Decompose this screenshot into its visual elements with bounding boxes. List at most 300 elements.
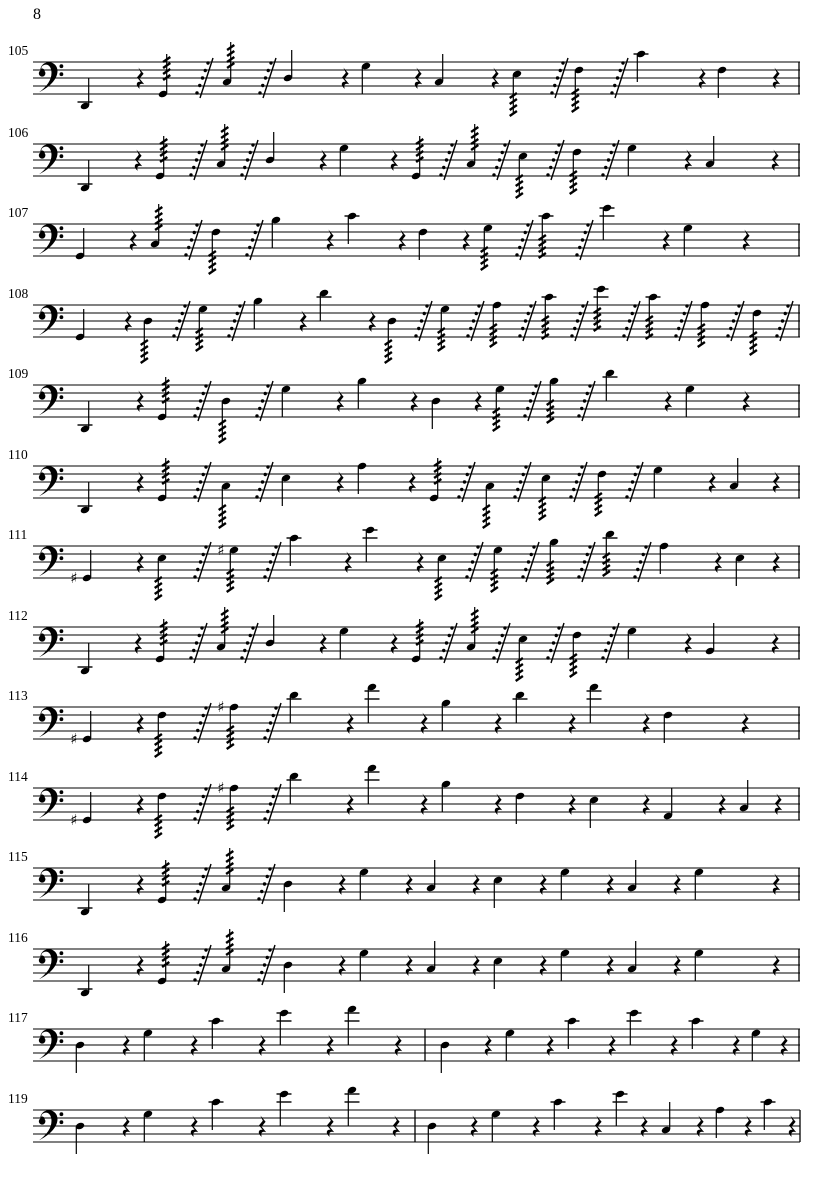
- buzz-dot: [621, 61, 624, 64]
- measure-number: 110: [8, 447, 28, 462]
- buzz-dot: [257, 897, 260, 900]
- buzz-dot: [549, 649, 552, 652]
- bass-clef-body: [39, 224, 58, 254]
- buzz-dot: [189, 173, 192, 176]
- buzz-dot: [570, 334, 573, 337]
- buzz-dot: [448, 151, 451, 154]
- buzz-dot: [193, 231, 196, 234]
- buzz-dot: [196, 488, 199, 491]
- buzz-dot: [274, 787, 277, 790]
- system-115: [8, 848, 800, 916]
- buzz-dot: [580, 465, 583, 468]
- buzz-dot: [524, 231, 527, 234]
- buzz-dot: [552, 158, 555, 161]
- buzz-dot: [518, 246, 521, 249]
- buzz-dot: [240, 173, 243, 176]
- buzz-dot: [258, 407, 261, 410]
- buzz-dot: [498, 158, 501, 161]
- sharp-icon: ♯: [217, 541, 225, 559]
- system-114: [8, 764, 800, 838]
- buzz-dot: [246, 641, 249, 644]
- buzz-dot: [588, 545, 591, 548]
- buzz-dot: [588, 384, 591, 387]
- buzz-dot: [268, 867, 271, 870]
- buzz-dot: [274, 545, 277, 548]
- buzz-dot: [501, 151, 504, 154]
- buzz-dot: [178, 319, 181, 322]
- buzz-dot: [192, 166, 195, 169]
- buzz-dot: [193, 575, 196, 578]
- bass-clef-icon: [39, 1029, 63, 1059]
- bass-clef-body: [39, 1110, 58, 1140]
- bass-clef-dot: [60, 476, 64, 480]
- buzz-dot: [639, 560, 642, 563]
- bass-clef-body: [39, 466, 58, 496]
- buzz-dot: [527, 560, 530, 563]
- buzz-dot: [266, 810, 269, 813]
- buzz-dot: [272, 714, 275, 717]
- buzz-dot: [204, 867, 207, 870]
- buzz-dot: [524, 319, 527, 322]
- bass-clef-icon: [39, 466, 63, 496]
- buzz-dot: [784, 312, 787, 315]
- bass-clef-dot: [60, 307, 64, 311]
- buzz-dot: [580, 568, 583, 571]
- buzz-dot: [198, 84, 201, 87]
- buzz-dot: [569, 495, 572, 498]
- system-105: [8, 42, 800, 116]
- buzz-dot: [633, 304, 636, 307]
- buzz-dot: [251, 626, 254, 629]
- bass-clef-dot: [60, 468, 64, 472]
- buzz-dot: [227, 334, 230, 337]
- buzz-dot: [553, 84, 556, 87]
- system-107: [8, 204, 800, 274]
- bass-clef-dot: [60, 548, 64, 552]
- buzz-dot: [258, 91, 261, 94]
- bass-clef-icon: [39, 62, 63, 92]
- buzz-dot: [269, 560, 272, 563]
- buzz-dot: [175, 327, 178, 330]
- bass-clef-dot: [60, 556, 64, 560]
- bass-clef-dot: [60, 72, 64, 76]
- bass-clef-dot: [60, 395, 64, 399]
- measure-number: 114: [8, 769, 28, 784]
- buzz-dot: [519, 480, 522, 483]
- buzz-dot: [575, 253, 578, 256]
- buzz-dot: [199, 399, 202, 402]
- buzz-dot: [628, 319, 631, 322]
- buzz-dot: [586, 392, 589, 395]
- buzz-dot: [201, 76, 204, 79]
- buzz-dot: [683, 312, 686, 315]
- buzz-dot: [583, 399, 586, 402]
- bass-clef-body: [39, 868, 58, 898]
- measure-number: 117: [8, 1010, 28, 1025]
- buzz-dot: [781, 319, 784, 322]
- buzz-dot: [575, 480, 578, 483]
- buzz-dot: [476, 545, 479, 548]
- buzz-dot: [258, 488, 261, 491]
- buzz-dot: [552, 641, 555, 644]
- system-113: [8, 683, 800, 757]
- page-number: 8: [33, 6, 41, 23]
- bass-clef-body: [39, 305, 58, 335]
- buzz-dot: [501, 634, 504, 637]
- measure-number: 116: [8, 930, 28, 945]
- buzz-dot: [193, 978, 196, 981]
- buzz-dot: [492, 656, 495, 659]
- buzz-dot: [616, 76, 619, 79]
- buzz-dot: [522, 473, 525, 476]
- buzz-dot: [195, 91, 198, 94]
- bass-clef-icon: [39, 627, 63, 657]
- system-117: [8, 1005, 800, 1073]
- buzz-dot: [254, 231, 257, 234]
- buzz-dot: [580, 407, 583, 410]
- buzz-dot: [196, 407, 199, 410]
- buzz-dot: [181, 312, 184, 315]
- buzz-dot: [202, 473, 205, 476]
- system-111: [8, 526, 800, 600]
- measure-number: 115: [8, 849, 28, 864]
- system-116: [8, 929, 800, 997]
- buzz-dot: [195, 223, 198, 226]
- buzz-dot: [192, 649, 195, 652]
- buzz-dot: [631, 312, 634, 315]
- buzz-dot: [581, 238, 584, 241]
- buzz-dot: [196, 890, 199, 893]
- buzz-dot: [266, 384, 269, 387]
- buzz-dot: [474, 553, 477, 556]
- buzz-dot: [199, 721, 202, 724]
- buzz-dot: [586, 553, 589, 556]
- buzz-dot: [439, 656, 442, 659]
- buzz-dot: [243, 649, 246, 652]
- buzz-dot: [199, 882, 202, 885]
- buzz-dot: [442, 166, 445, 169]
- bass-clef-dot: [60, 387, 64, 391]
- buzz-dot: [515, 253, 518, 256]
- buzz-dot: [196, 568, 199, 571]
- buzz-dot: [530, 553, 533, 556]
- buzz-dot: [534, 384, 537, 387]
- buzz-dot: [263, 736, 266, 739]
- buzz-dot: [529, 399, 532, 402]
- buzz-dot: [475, 312, 478, 315]
- buzz-dot: [576, 319, 579, 322]
- buzz-dot: [198, 151, 201, 154]
- buzz-dot: [172, 334, 175, 337]
- buzz-dot: [263, 575, 266, 578]
- buzz-dot: [202, 875, 205, 878]
- buzz-dot: [628, 488, 631, 491]
- bass-clef-icon: [39, 546, 63, 576]
- buzz-dot: [184, 253, 187, 256]
- buzz-dot: [233, 319, 236, 322]
- bass-clef-dot: [60, 146, 64, 150]
- buzz-dot: [735, 312, 738, 315]
- sharp-icon: ♯: [70, 811, 78, 829]
- measure-number: 112: [8, 608, 28, 623]
- sharp-icon: ♯: [70, 569, 78, 587]
- buzz-dot: [527, 312, 530, 315]
- bass-clef-body: [39, 788, 58, 818]
- buzz-dot: [240, 656, 243, 659]
- buzz-dot: [463, 480, 466, 483]
- measure-number: 109: [8, 366, 29, 381]
- bass-clef-body: [39, 385, 58, 415]
- bass-clef-body: [39, 144, 58, 174]
- buzz-dot: [204, 69, 207, 72]
- buzz-dot: [572, 488, 575, 491]
- buzz-dot: [607, 158, 610, 161]
- bass-clef-dot: [60, 878, 64, 882]
- buzz-dot: [190, 238, 193, 241]
- buzz-dot: [204, 787, 207, 790]
- buzz-dot: [255, 414, 258, 417]
- buzz-dot: [469, 327, 472, 330]
- buzz-dot: [778, 327, 781, 330]
- buzz-dot: [246, 158, 249, 161]
- buzz-dot: [577, 575, 580, 578]
- bass-clef-icon: [39, 788, 63, 818]
- buzz-dot: [238, 304, 241, 307]
- system-112: [8, 607, 800, 681]
- buzz-dot: [613, 84, 616, 87]
- buzz-dot: [263, 817, 266, 820]
- bass-clef-dot: [60, 798, 64, 802]
- sharp-icon: ♯: [217, 779, 225, 797]
- buzz-dot: [636, 568, 639, 571]
- buzz-dot: [559, 69, 562, 72]
- bass-clef-dot: [60, 790, 64, 794]
- bass-clef-icon: [39, 305, 63, 335]
- bass-clef-body: [39, 546, 58, 576]
- buzz-dot: [604, 649, 607, 652]
- buzz-dot: [521, 238, 524, 241]
- buzz-dot: [466, 473, 469, 476]
- buzz-dot: [529, 304, 532, 307]
- buzz-dot: [450, 626, 453, 629]
- buzz-dot: [445, 158, 448, 161]
- buzz-dot: [193, 495, 196, 498]
- bass-clef-body: [39, 627, 58, 657]
- buzz-dot: [680, 319, 683, 322]
- buzz-dot: [524, 568, 527, 571]
- buzz-dot: [202, 956, 205, 959]
- buzz-dot: [612, 143, 615, 146]
- buzz-dot: [555, 151, 558, 154]
- bass-clef-dot: [60, 717, 64, 721]
- buzz-dot: [202, 795, 205, 798]
- buzz-dot: [557, 143, 560, 146]
- bass-clef-dot: [60, 1031, 64, 1035]
- buzz-dot: [193, 817, 196, 820]
- buzz-dot: [183, 304, 186, 307]
- buzz-dot: [610, 151, 613, 154]
- bass-clef-dot: [60, 951, 64, 955]
- measure-number: 107: [8, 205, 29, 220]
- buzz-dot: [189, 656, 192, 659]
- buzz-dot: [269, 61, 272, 64]
- buzz-dot: [622, 334, 625, 337]
- bass-clef-dot: [60, 959, 64, 963]
- system-106: [8, 124, 800, 198]
- buzz-dot: [468, 568, 471, 571]
- buzz-dot: [557, 626, 560, 629]
- bass-clef-dot: [60, 1112, 64, 1116]
- buzz-dot: [257, 978, 260, 981]
- buzz-dot: [523, 414, 526, 417]
- buzz-dot: [521, 575, 524, 578]
- buzz-dot: [420, 319, 423, 322]
- sharp-icon: ♯: [70, 730, 78, 748]
- buzz-dot: [204, 465, 207, 468]
- buzz-dot: [556, 76, 559, 79]
- buzz-dot: [204, 706, 207, 709]
- buzz-dot: [503, 143, 506, 146]
- buzz-dot: [196, 729, 199, 732]
- buzz-dot: [187, 246, 190, 249]
- buzz-dot: [631, 480, 634, 483]
- buzz-dot: [521, 327, 524, 330]
- buzz-dot: [495, 166, 498, 169]
- buzz-dot: [604, 166, 607, 169]
- buzz-dot: [633, 575, 636, 578]
- buzz-dot: [261, 84, 264, 87]
- buzz-dot: [625, 327, 628, 330]
- buzz-dot: [243, 166, 246, 169]
- buzz-dot: [477, 304, 480, 307]
- buzz-dot: [266, 956, 269, 959]
- buzz-dot: [524, 465, 527, 468]
- buzz-dot: [471, 560, 474, 563]
- buzz-dot: [607, 641, 610, 644]
- buzz-dot: [264, 473, 267, 476]
- buzz-dot: [193, 736, 196, 739]
- buzz-dot: [468, 465, 471, 468]
- buzz-dot: [204, 384, 207, 387]
- buzz-dot: [466, 334, 469, 337]
- buzz-dot: [457, 495, 460, 498]
- buzz-dot: [260, 890, 263, 893]
- buzz-dot: [261, 399, 264, 402]
- buzz-dot: [204, 545, 207, 548]
- measure-number: 111: [8, 527, 28, 542]
- buzz-dot: [518, 334, 521, 337]
- buzz-dot: [261, 480, 264, 483]
- measure-number: 113: [8, 688, 28, 703]
- buzz-dot: [546, 173, 549, 176]
- buzz-dot: [732, 319, 735, 322]
- buzz-dot: [195, 641, 198, 644]
- buzz-dot: [601, 656, 604, 659]
- buzz-dot: [206, 61, 209, 64]
- buzz-dot: [737, 304, 740, 307]
- buzz-dot: [503, 626, 506, 629]
- bass-clef-dot: [60, 1039, 64, 1043]
- buzz-dot: [625, 495, 628, 498]
- buzz-dot: [264, 76, 267, 79]
- buzz-dot: [498, 641, 501, 644]
- buzz-dot: [642, 553, 645, 556]
- buzz-dot: [269, 802, 272, 805]
- buzz-dot: [555, 634, 558, 637]
- bass-clef-dot: [60, 870, 64, 874]
- buzz-dot: [561, 61, 564, 64]
- buzz-dot: [268, 948, 271, 951]
- buzz-dot: [269, 721, 272, 724]
- buzz-dot: [583, 560, 586, 563]
- bass-clef-dot: [60, 709, 64, 713]
- buzz-dot: [634, 473, 637, 476]
- buzz-dot: [267, 69, 270, 72]
- bass-clef-icon: [39, 224, 63, 254]
- bass-clef-icon: [39, 385, 63, 415]
- buzz-dot: [450, 143, 453, 146]
- bass-clef-icon: [39, 707, 63, 737]
- buzz-dot: [513, 495, 516, 498]
- buzz-dot: [729, 327, 732, 330]
- bass-clef-dot: [60, 64, 64, 68]
- bass-clef-body: [39, 62, 58, 92]
- system-119: [8, 1086, 800, 1154]
- buzz-dot: [195, 158, 198, 161]
- buzz-dot: [612, 626, 615, 629]
- buzz-dot: [584, 231, 587, 234]
- buzz-dot: [248, 246, 251, 249]
- buzz-dot: [644, 545, 647, 548]
- bass-clef-dot: [60, 154, 64, 158]
- buzz-dot: [204, 948, 207, 951]
- buzz-dot: [255, 495, 258, 498]
- buzz-dot: [573, 327, 576, 330]
- buzz-dot: [472, 319, 475, 322]
- buzz-dot: [636, 465, 639, 468]
- buzz-dot: [272, 553, 275, 556]
- buzz-dot: [199, 480, 202, 483]
- measure-number: 119: [8, 1091, 28, 1106]
- buzz-dot: [610, 634, 613, 637]
- bass-clef-body: [39, 707, 58, 737]
- buzz-dot: [251, 143, 254, 146]
- buzz-dot: [677, 327, 680, 330]
- buzz-dot: [550, 91, 553, 94]
- buzz-dot: [202, 392, 205, 395]
- buzz-dot: [610, 91, 613, 94]
- buzz-dot: [619, 69, 622, 72]
- buzz-dot: [245, 253, 248, 256]
- buzz-dot: [685, 304, 688, 307]
- buzz-dot: [200, 626, 203, 629]
- buzz-dot: [196, 971, 199, 974]
- bass-clef-body: [39, 1029, 58, 1059]
- buzz-dot: [196, 810, 199, 813]
- bass-clef-icon: [39, 1110, 63, 1140]
- sharp-icon: ♯: [217, 698, 225, 716]
- buzz-dot: [726, 334, 729, 337]
- buzz-dot: [198, 634, 201, 637]
- buzz-dot: [266, 875, 269, 878]
- buzz-dot: [199, 963, 202, 966]
- bass-clef-dot: [60, 1120, 64, 1124]
- buzz-dot: [442, 649, 445, 652]
- buzz-dot: [448, 634, 451, 637]
- buzz-dot: [577, 414, 580, 417]
- buzz-dot: [249, 634, 252, 637]
- buzz-dot: [439, 173, 442, 176]
